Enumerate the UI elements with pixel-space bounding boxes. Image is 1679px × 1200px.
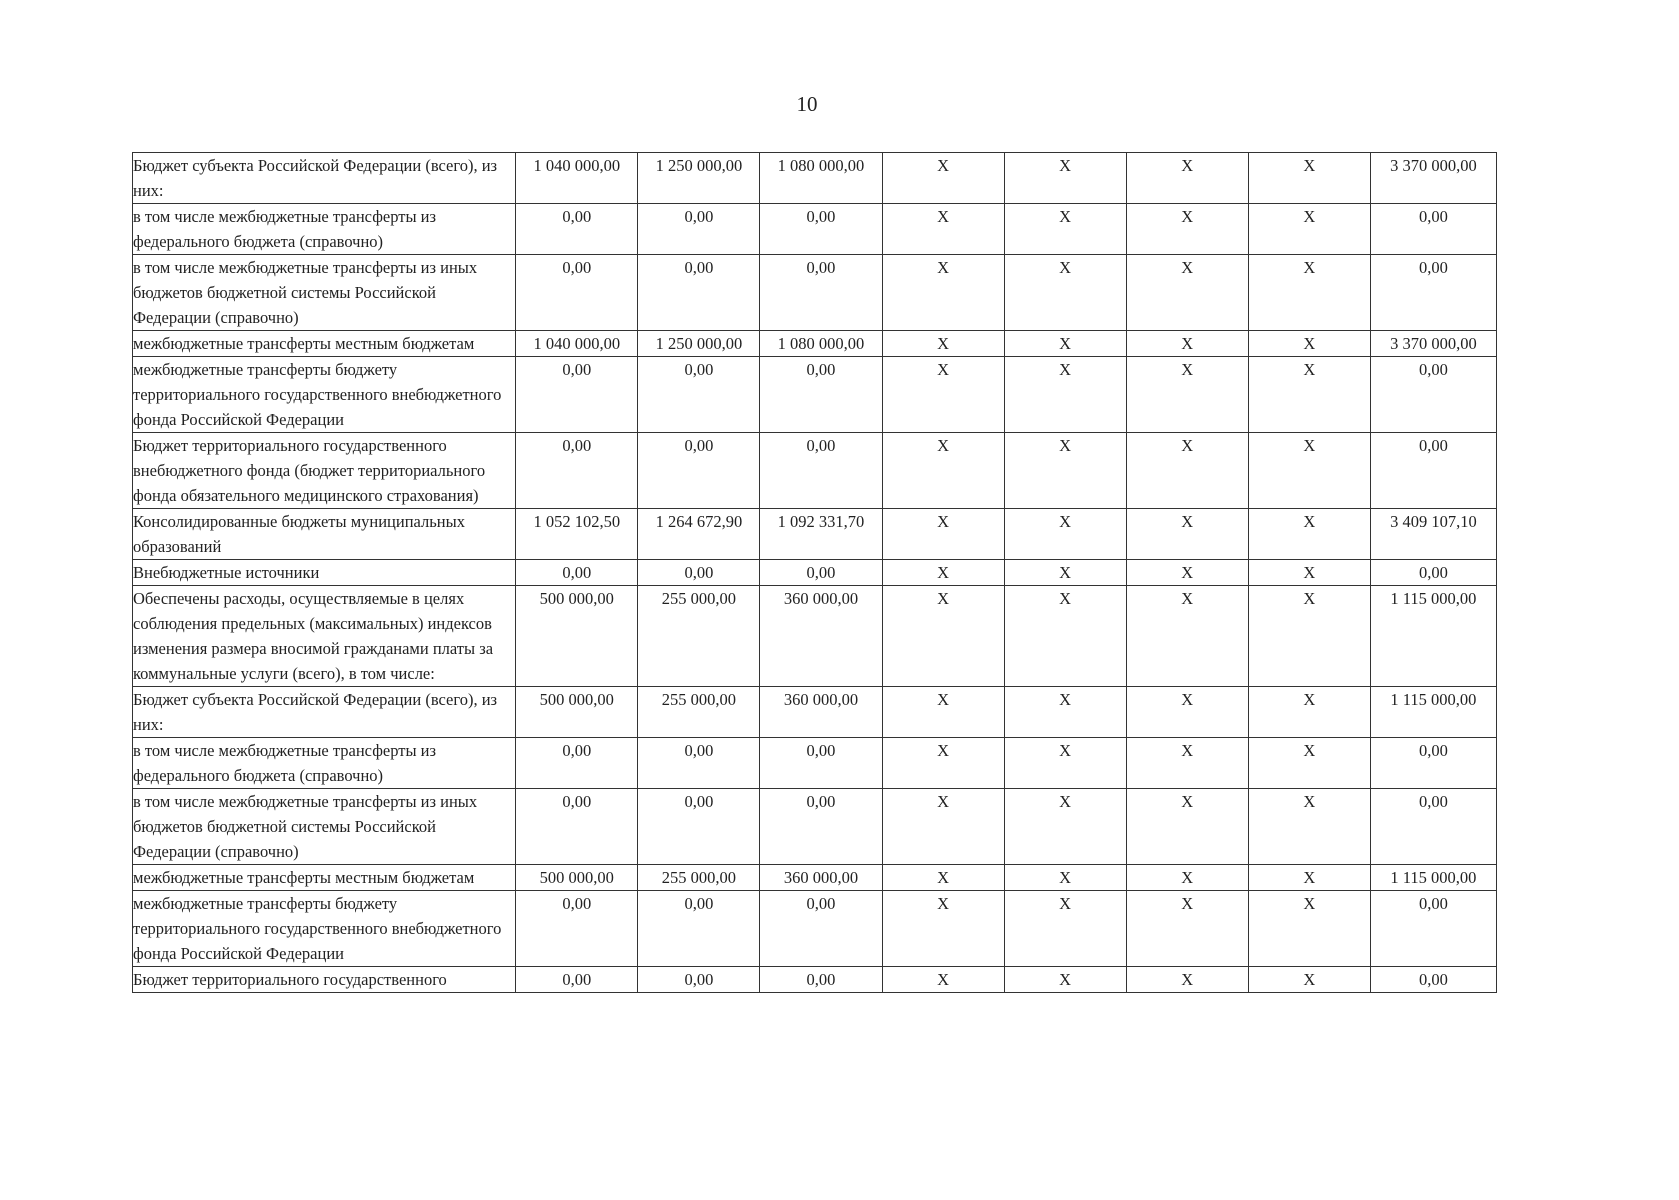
x-cell: X: [1004, 891, 1126, 967]
x-cell: X: [1126, 586, 1248, 687]
x-cell: X: [1248, 204, 1370, 255]
x-cell: X: [882, 738, 1004, 789]
row-label: межбюджетные трансферты бюджету территориального государственного внебюджетного фонда Российской Федерации: [133, 891, 516, 967]
x-cell: X: [1248, 687, 1370, 738]
total-cell: 0,00: [1370, 255, 1496, 331]
row-label: межбюджетные трансферты бюджету территориального государственного внебюджетного фонда Российской Федерации: [133, 357, 516, 433]
table-row: [133, 433, 1497, 509]
table-row: [133, 204, 1497, 255]
x-cell: X: [1004, 586, 1126, 687]
total-cell: 0,00: [1370, 789, 1496, 865]
value-cell: 500 000,00: [516, 687, 638, 738]
x-cell: X: [1126, 509, 1248, 560]
value-cell: 0,00: [760, 967, 882, 993]
x-cell: X: [882, 789, 1004, 865]
x-cell: X: [882, 865, 1004, 891]
row-label: Бюджет субъекта Российской Федерации (всего), из них:: [133, 153, 516, 204]
table-row: [133, 967, 1497, 993]
page-number: 10: [796, 92, 818, 116]
x-cell: X: [1126, 865, 1248, 891]
value-cell: 1 040 000,00: [516, 153, 638, 204]
x-cell: X: [1126, 738, 1248, 789]
row-label: Консолидированные бюджеты муниципальных образований: [133, 509, 516, 560]
x-cell: X: [882, 433, 1004, 509]
x-cell: X: [1004, 204, 1126, 255]
row-label: в том числе межбюджетные трансферты из федерального бюджета (справочно): [133, 204, 516, 255]
value-cell: 0,00: [760, 204, 882, 255]
x-cell: X: [1004, 560, 1126, 586]
x-cell: X: [1248, 433, 1370, 509]
x-cell: X: [1126, 357, 1248, 433]
x-cell: X: [1126, 204, 1248, 255]
x-cell: X: [1004, 738, 1126, 789]
value-cell: 0,00: [516, 357, 638, 433]
x-cell: X: [1248, 331, 1370, 357]
x-cell: X: [1248, 255, 1370, 331]
total-cell: 0,00: [1370, 560, 1496, 586]
row-label: межбюджетные трансферты местным бюджетам: [133, 865, 516, 891]
table-row: [133, 865, 1497, 891]
x-cell: X: [1126, 789, 1248, 865]
x-cell: X: [882, 255, 1004, 331]
x-cell: X: [1248, 153, 1370, 204]
x-cell: X: [1004, 433, 1126, 509]
value-cell: 1 052 102,50: [516, 509, 638, 560]
row-label: в том числе межбюджетные трансферты из иных бюджетов бюджетной системы Российской Федерации (справочно): [133, 789, 516, 865]
value-cell: 0,00: [638, 560, 760, 586]
total-cell: 3 409 107,10: [1370, 509, 1496, 560]
value-cell: 500 000,00: [516, 865, 638, 891]
x-cell: X: [1004, 789, 1126, 865]
x-cell: X: [882, 967, 1004, 993]
x-cell: X: [1126, 967, 1248, 993]
x-cell: X: [1004, 865, 1126, 891]
total-cell: 0,00: [1370, 891, 1496, 967]
x-cell: X: [882, 204, 1004, 255]
table-row: [133, 255, 1497, 331]
x-cell: X: [1248, 509, 1370, 560]
value-cell: 0,00: [760, 255, 882, 331]
x-cell: X: [1248, 891, 1370, 967]
value-cell: 0,00: [516, 789, 638, 865]
table-row: [133, 331, 1497, 357]
x-cell: X: [1126, 433, 1248, 509]
value-cell: 0,00: [516, 433, 638, 509]
value-cell: 0,00: [638, 433, 760, 509]
value-cell: 0,00: [516, 560, 638, 586]
x-cell: X: [1126, 687, 1248, 738]
value-cell: 1 040 000,00: [516, 331, 638, 357]
value-cell: 0,00: [516, 204, 638, 255]
x-cell: X: [1248, 738, 1370, 789]
value-cell: 0,00: [516, 738, 638, 789]
row-label: Внебюджетные источники: [133, 560, 516, 586]
x-cell: X: [1248, 357, 1370, 433]
value-cell: 0,00: [760, 560, 882, 586]
value-cell: 1 250 000,00: [638, 331, 760, 357]
value-cell: 500 000,00: [516, 586, 638, 687]
value-cell: 1 080 000,00: [760, 331, 882, 357]
row-label: Обеспечены расходы, осуществляемые в целях соблюдения предельных (максимальных) индексов изменения размера вносимой гражданами платы за коммунальные услуги (всего), в том числе:: [133, 586, 516, 687]
table-row: [133, 357, 1497, 433]
value-cell: 0,00: [638, 789, 760, 865]
value-cell: 0,00: [638, 204, 760, 255]
x-cell: X: [1004, 153, 1126, 204]
budget-table: [132, 152, 1497, 993]
table-row: [133, 560, 1497, 586]
x-cell: X: [882, 586, 1004, 687]
value-cell: 0,00: [516, 967, 638, 993]
table-row: [133, 738, 1497, 789]
x-cell: X: [1004, 255, 1126, 331]
row-label: Бюджет территориального государственного: [133, 967, 516, 993]
x-cell: X: [882, 891, 1004, 967]
value-cell: 360 000,00: [760, 865, 882, 891]
x-cell: X: [1004, 357, 1126, 433]
value-cell: 0,00: [760, 433, 882, 509]
table-row: [133, 891, 1497, 967]
total-cell: 3 370 000,00: [1370, 153, 1496, 204]
value-cell: 1 250 000,00: [638, 153, 760, 204]
table-row: [133, 687, 1497, 738]
total-cell: 0,00: [1370, 738, 1496, 789]
value-cell: 0,00: [638, 357, 760, 433]
x-cell: X: [1126, 153, 1248, 204]
value-cell: 1 264 672,90: [638, 509, 760, 560]
x-cell: X: [1004, 509, 1126, 560]
value-cell: 0,00: [760, 789, 882, 865]
row-label: в том числе межбюджетные трансферты из иных бюджетов бюджетной системы Российской Федерации (справочно): [133, 255, 516, 331]
value-cell: 360 000,00: [760, 586, 882, 687]
value-cell: 255 000,00: [638, 865, 760, 891]
value-cell: 0,00: [760, 738, 882, 789]
total-cell: 0,00: [1370, 204, 1496, 255]
total-cell: 0,00: [1370, 357, 1496, 433]
value-cell: 0,00: [760, 891, 882, 967]
row-label: Бюджет территориального государственного внебюджетного фонда (бюджет территориального фонда обязательного медицинского страхования): [133, 433, 516, 509]
value-cell: 1 080 000,00: [760, 153, 882, 204]
table-row: [133, 509, 1497, 560]
x-cell: X: [1248, 865, 1370, 891]
x-cell: X: [882, 687, 1004, 738]
x-cell: X: [882, 357, 1004, 433]
x-cell: X: [1126, 560, 1248, 586]
value-cell: 1 092 331,70: [760, 509, 882, 560]
total-cell: 0,00: [1370, 967, 1496, 993]
x-cell: X: [1004, 967, 1126, 993]
value-cell: 360 000,00: [760, 687, 882, 738]
x-cell: X: [1248, 967, 1370, 993]
row-label: в том числе межбюджетные трансферты из федерального бюджета (справочно): [133, 738, 516, 789]
x-cell: X: [882, 560, 1004, 586]
x-cell: X: [1126, 255, 1248, 331]
total-cell: 1 115 000,00: [1370, 687, 1496, 738]
x-cell: X: [882, 509, 1004, 560]
x-cell: X: [1126, 891, 1248, 967]
table-row: [133, 789, 1497, 865]
value-cell: 0,00: [638, 891, 760, 967]
x-cell: X: [1248, 789, 1370, 865]
total-cell: 0,00: [1370, 433, 1496, 509]
value-cell: 0,00: [638, 255, 760, 331]
x-cell: X: [1126, 331, 1248, 357]
value-cell: 0,00: [760, 357, 882, 433]
x-cell: X: [1004, 331, 1126, 357]
row-label: межбюджетные трансферты местным бюджетам: [133, 331, 516, 357]
x-cell: X: [882, 153, 1004, 204]
total-cell: 1 115 000,00: [1370, 865, 1496, 891]
value-cell: 0,00: [516, 891, 638, 967]
total-cell: 1 115 000,00: [1370, 586, 1496, 687]
total-cell: 3 370 000,00: [1370, 331, 1496, 357]
value-cell: 0,00: [638, 967, 760, 993]
row-label: Бюджет субъекта Российской Федерации (всего), из них:: [133, 687, 516, 738]
value-cell: 0,00: [638, 738, 760, 789]
value-cell: 0,00: [516, 255, 638, 331]
x-cell: X: [1248, 560, 1370, 586]
x-cell: X: [1248, 586, 1370, 687]
table-row: [133, 153, 1497, 204]
x-cell: X: [1004, 687, 1126, 738]
table-row: [133, 586, 1497, 687]
value-cell: 255 000,00: [638, 586, 760, 687]
x-cell: X: [882, 331, 1004, 357]
value-cell: 255 000,00: [638, 687, 760, 738]
